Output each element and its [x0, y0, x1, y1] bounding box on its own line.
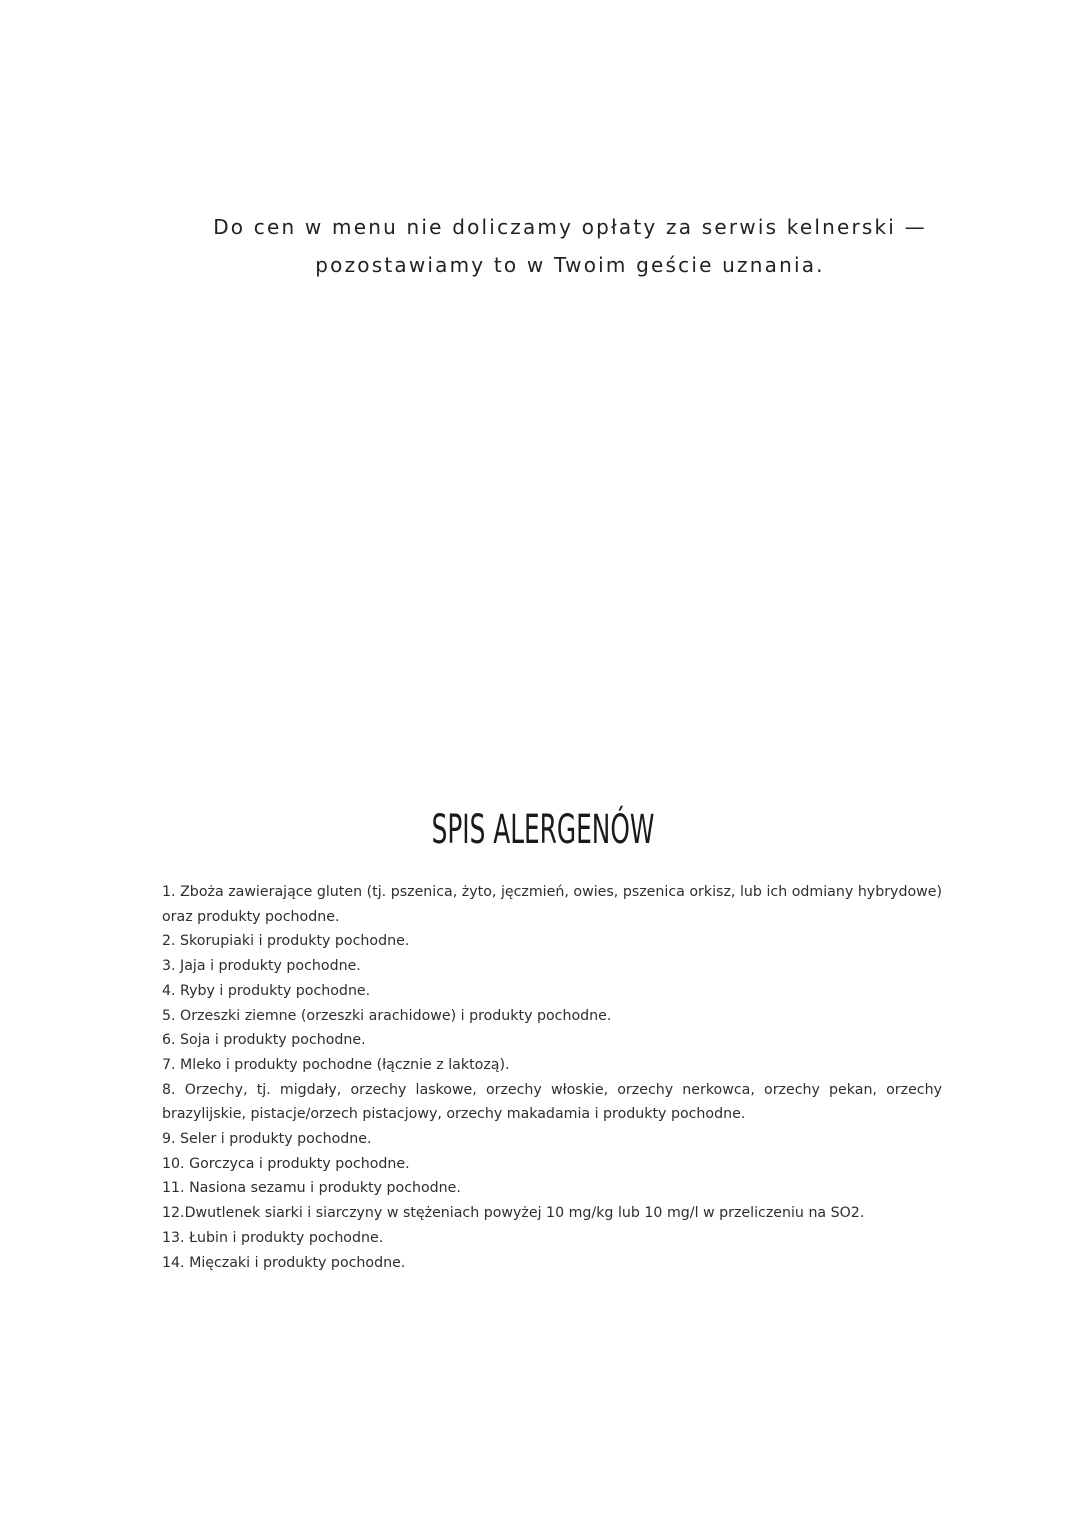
- allergen-list: [162, 880, 942, 1275]
- allergen-item: 1. Zboża zawierające gluten (tj. pszenica, żyto, jęczmień, owies, pszenica orkisz, lub ich odmiany hybrydowe) oraz produkty pochodne.: [162, 884, 942, 925]
- allergen-item: 14. Mięczaki i produkty pochodne.: [162, 1254, 406, 1271]
- allergen-list-title: SPIS ALERGENÓW: [431, 807, 655, 853]
- allergen-item: 7. Mleko i produkty pochodne (łącznie z laktozą).: [162, 1056, 510, 1073]
- allergen-item: 4. Ryby i produkty pochodne.: [162, 982, 371, 999]
- allergen-item: 6. Soja i produkty pochodne.: [162, 1032, 366, 1049]
- allergen-item: 2. Skorupiaki i produkty pochodne.: [162, 933, 410, 950]
- allergen-item: 13. Łubin i produkty pochodne.: [162, 1229, 384, 1246]
- allergen-item: 5. Orzeszki ziemne (orzeszki arachidowe) i produkty pochodne.: [162, 1007, 612, 1024]
- allergen-item: 9. Seler i produkty pochodne.: [162, 1131, 372, 1148]
- allergen-item: 12.Dwutlenek siarki i siarczyny w stężeniach powyżej 10 mg/kg lub 10 mg/l w przeliczeniu na SO2.: [162, 1205, 865, 1222]
- allergen-item: 11. Nasiona sezamu i produkty pochodne.: [162, 1180, 461, 1197]
- service-charge-note: [140, 208, 1000, 284]
- allergen-item: 8. Orzechy, tj. migdały, orzechy laskowe, orzechy włoskie, orzechy nerkowca, orzechy pekan, orzechy brazylijskie, pistacje/orzech pistacjowy, orzechy makadamia i produkty pochodne.: [162, 1081, 942, 1123]
- service-note-line-1: Do cen w menu nie doliczamy opłaty za serwis kelnerski —: [213, 215, 927, 239]
- allergen-item: 10. Gorczyca i produkty pochodne.: [162, 1155, 410, 1172]
- service-note-line-2: pozostawiamy to w Twoim geście uznania.: [315, 253, 825, 277]
- allergen-item: 3. Jaja i produkty pochodne.: [162, 958, 361, 975]
